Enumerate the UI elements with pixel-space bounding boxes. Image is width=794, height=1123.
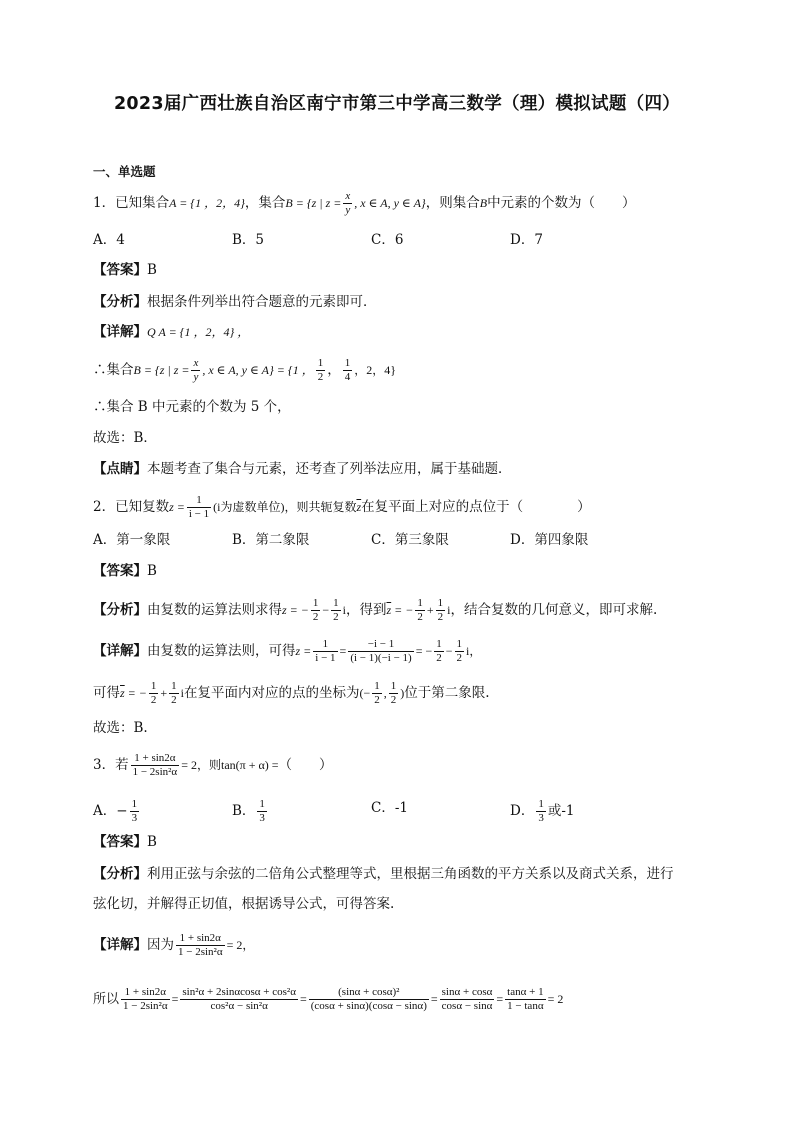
q2-stem: 2．已知复数z = $\frac{1}{i - 1}$ (i为虚数单位)，则共轭复数$\overline{z}$在复平面上对应的点位于（ ）: [93, 494, 591, 520]
page-title: 2023届广西壮族自治区南宁市第三中学高三数学（理）模拟试题（四）: [113, 94, 681, 114]
fraction: $\frac{\tan\alpha + 1}{1 - \tan\alpha}$: [507, 986, 544, 1012]
section-heading: 一、单选题: [93, 164, 156, 179]
q1-detail-count: ∴集合 B 中元素的个数为 5 个，: [93, 399, 291, 415]
q1-detail: 【详解】Q A = {1 ，2，4} ，: [93, 324, 250, 340]
fraction: $\frac{\text{sin²α + 2sinαcosα + cos²α}}{\text{cos²α − sin²α}}$: [182, 986, 296, 1012]
q2-option-a: A．第一象限: [93, 532, 171, 548]
q2-analysis: 【分析】由复数的运算法则求得z = − $\frac{1}{2}$ − $\frac{1}{2}$ i，得到$\overline{z}$ = − $\frac{1}{2}$ + $\frac{1}{2}$ i，结合复数的几何意义，即可求解.: [93, 597, 658, 623]
q2-detail: 【详解】由复数的运算法则，可得z = $\frac{1}{i - 1}$ = $\frac{-i - 1}{(i - 1)(-i - 1)}$ = − $\frac{1}{2}$ − $\frac{1}{2}$ i，: [93, 638, 482, 664]
fraction: $\frac{1}{2}$: [417, 597, 423, 623]
q1-option-a: A．4: [93, 232, 125, 248]
q2-option-d: D．第四象限: [510, 532, 589, 548]
fraction: $\frac{x}{y}$: [345, 190, 351, 216]
fraction: $\frac{1}{3}$: [131, 798, 138, 824]
q3-derivation: 所以 $\frac{1 + \sin 2\alpha}{\text{1 − 2sin²α}}$ = $\frac{\text{sin²α + 2sinαcosα + cos²α}}{\text{cos²α − sin²α}}$ = $\frac{\text{(sinα + cosα)²}}{(\cos\alpha + \sin\alpha)(\cos\alpha - \sin\alpha)}$ = $\frac{\sin\alpha + \cos\alpha}{\cos\alpha - \sin\alpha}$ = $\frac{\tan\alpha + 1}{1 - \tan\alpha}$ = 2: [93, 986, 564, 1012]
fraction: $\frac{1}{4}$: [344, 357, 351, 383]
q3-option-d: D． $\frac{1}{3}$ 或-1: [510, 798, 575, 824]
q2-choice: 故选：B.: [93, 720, 148, 736]
fraction: $\frac{-i - 1}{(i - 1)(-i - 1)}$: [350, 638, 412, 664]
q3-analysis-cont: 弦化切，并解得正切值，根据诱导公式，可得答案.: [93, 896, 395, 912]
fraction: $\frac{1 + \sin 2\alpha}{\text{1 − 2sin²α}}$: [178, 932, 223, 958]
q1-option-b: B．5: [232, 232, 265, 248]
q1-analysis: 【分析】根据条件列举出符合题意的元素即可．: [93, 294, 377, 310]
q1-answer: 【答案】B: [93, 262, 157, 278]
q3-analysis: 【分析】利用正弦与余弦的二倍角公式整理等式，里根据三角函数的平方关系以及商式关系，进行: [93, 866, 674, 882]
q3-answer: 【答案】B: [93, 834, 157, 850]
fraction: $\frac{1}{2}$: [317, 357, 324, 383]
fraction: $\frac{1}{i - 1}$: [188, 494, 210, 520]
fraction: $\frac{1 + \sin 2\alpha}{\text{1 − 2sin²α}}$: [132, 752, 178, 778]
q2-option-b: B．第二象限: [232, 532, 310, 548]
q3-option-b: B． $\frac{1}{3}$: [232, 798, 265, 824]
fraction: $\frac{1}{2}$: [374, 680, 380, 706]
fraction: $\frac{1}{2}$: [150, 680, 157, 706]
fraction: $\frac{x}{y}$: [193, 357, 199, 383]
q1-comment: 【点睛】本题考查了集合与元素，还考查了列举法应用，属于基础题．: [93, 461, 512, 477]
q1-choice: 故选：B．: [93, 430, 157, 446]
q3-option-a: A．− $\frac{1}{3}$: [93, 798, 138, 824]
fraction: $\frac{1 + \sin 2\alpha}{\text{1 − 2sin²α}}$: [123, 986, 168, 1012]
fraction: $\frac{1}{2}$: [436, 638, 442, 664]
fraction: $\frac{1}{2}$: [333, 597, 339, 623]
q1-stem: 1．已知集合A = {1 ，2，4}，集合B = {z | z = $\frac{x}{y}$ , x ∈ A, y ∈ A}，则集合B中元素的个数为（ ）: [93, 190, 636, 216]
q1-option-c: C．6: [371, 232, 404, 248]
fraction: $\frac{1}{2}$: [456, 638, 463, 664]
fraction: $\frac{1}{i - 1}$: [315, 638, 336, 664]
q2-answer: 【答案】B: [93, 563, 157, 579]
q2-option-c: C．第三象限: [371, 532, 449, 548]
q2-detail-point: 可得$\overline{z}$ = − $\frac{1}{2}$ + $\frac{1}{2}$ i在复平面内对应的点的坐标为(− $\frac{1}{2}$ , $\frac{1}{2}$ )位于第二象限.: [93, 680, 490, 706]
fraction: $\frac{\sin\alpha + \cos\alpha}{\cos\alpha - \sin\alpha}$: [441, 986, 493, 1012]
q3-detail: 【详解】因为 $\frac{1 + \sin 2\alpha}{\text{1 − 2sin²α}}$ = 2，: [93, 932, 255, 958]
q3-stem: 3．若 $\frac{1 + \sin 2\alpha}{\text{1 − 2sin²α}}$ = 2，则tan(π + α) =（ ）: [93, 752, 333, 778]
fraction: $\frac{1}{3}$: [259, 798, 265, 824]
fraction: $\frac{\text{(sinα + cosα)²}}{(\cos\alpha + \sin\alpha)(\cos\alpha - \sin\alpha)}$: [310, 986, 427, 1012]
fraction: $\frac{1}{2}$: [437, 597, 444, 623]
fraction: $\frac{1}{3}$: [538, 798, 544, 824]
fraction: $\frac{1}{2}$: [390, 680, 397, 706]
q1-detail-set: ∴集合B = {z | z = $\frac{x}{y}$ , x ∈ A, y ∈ A} = {1 ， $\frac{1}{2}$ ， $\frac{1}{4}$ ，2，4}: [93, 357, 396, 383]
fraction: $\frac{1}{2}$: [312, 597, 319, 623]
q1-option-d: D．7: [510, 232, 543, 248]
q3-option-c: C．-1: [371, 800, 408, 816]
fraction: $\frac{1}{2}$: [171, 680, 177, 706]
